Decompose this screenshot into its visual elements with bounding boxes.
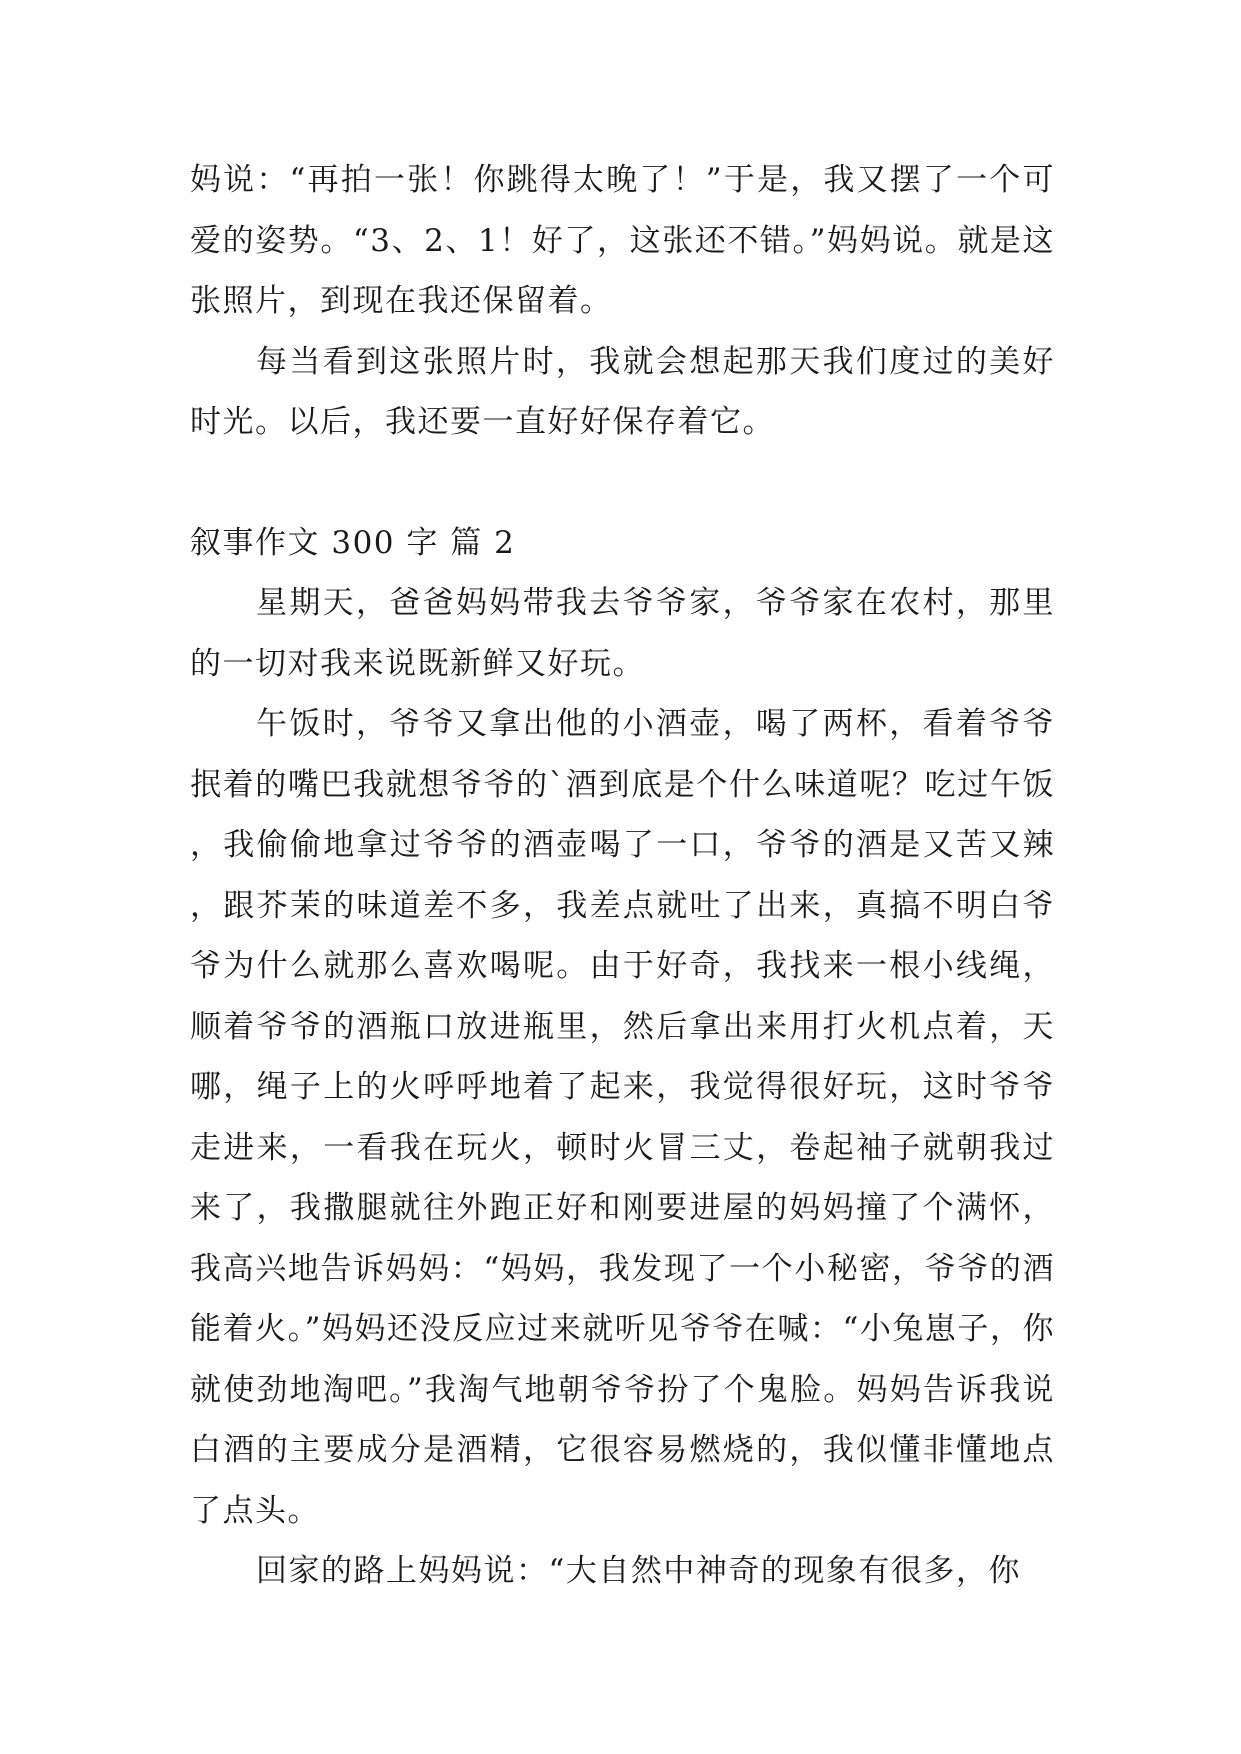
paragraph: 星期天，爸爸妈妈带我去爷爷家，爷爷家在农村，那里的一切对我来说既新鲜又好玩。 bbox=[190, 585, 1055, 682]
document-body bbox=[190, 150, 1055, 1602]
paragraph: 回家的路上妈妈说：“大自然中神奇的现象有很多，你 bbox=[256, 1553, 1021, 1589]
paragraph: 午饭时，爷爷又拿出他的小酒壶，喝了两杯，看着爷爷抿着的嘴巴我就想爷爷的`酒到底是个什么味道呢？吃过午饭，我偷偷地拿过爷爷的酒壶喝了一口，爷爷的酒是又苦又辣，跟芥茉的味道差不多，我差点就吐了出来，真搞不明白爷爷为什么就那么喜欢喝呢。由于好奇，我找来一根小线绳，顺着爷爷的酒瓶口放进瓶里，然后拿出来用打火机点着，天哪，绳子上的火呼呼地着了起来，我觉得很好玩，这时爷爷走进来，一看我在玩火，顿时火冒三丈，卷起袖子就朝我过来了，我撒腿就往外跑正好和刚要进屋的妈妈撞了个满怀，我高兴地告诉妈妈：“妈妈，我发现了一个小秘密，爷爷的酒能着火。”妈妈还没反应过来就听见爷爷在喊：“小兔崽子，你就使劲地淘吧。”我淘气地朝爷爷扮了个鬼脸。妈妈告诉我说白酒的主要成分是酒精，它很容易燃烧的，我似懂非懂地点了点头。 bbox=[190, 706, 1055, 1529]
paragraph: 每当看到这张照片时，我就会想起那天我们度过的美好时光。以后，我还要一直好好保存着它。 bbox=[190, 343, 1055, 440]
paragraph-continued: 妈说：“再拍一张！你跳得太晚了！”于是，我又摆了一个可爱的姿势。“3、2、1！好了，这张还不错。”妈妈说。就是这张照片，到现在我还保留着。 bbox=[190, 162, 1055, 319]
section-title: 叙事作文 300 字 篇 2 bbox=[190, 524, 516, 561]
